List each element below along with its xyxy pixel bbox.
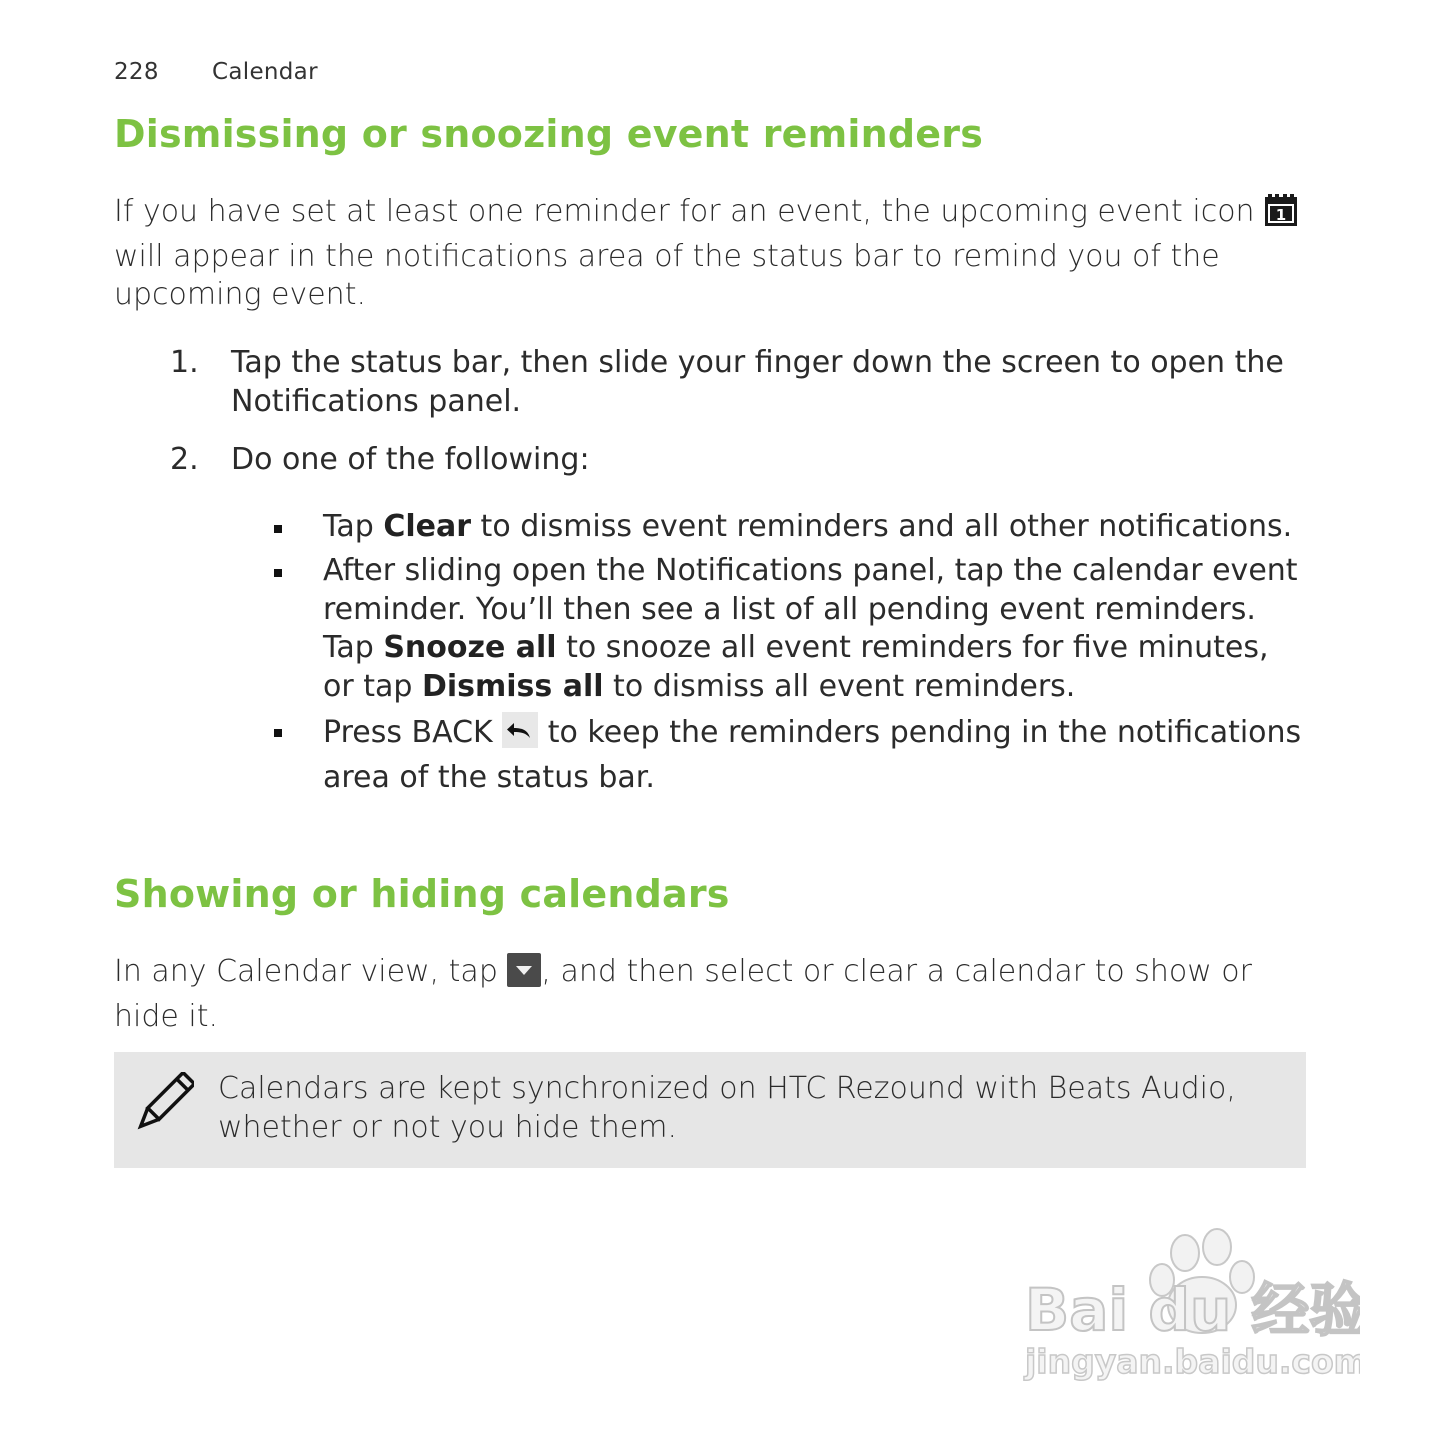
pencil-icon <box>134 1072 194 1138</box>
chapter-title: Calendar <box>212 59 318 85</box>
step-text: Tap the status bar, then slide your finger down the screen to open the Notifications panel. <box>231 345 1284 419</box>
option-item: Press BACK to keep the reminders pending in the notifications area of the status bar. <box>114 712 1303 797</box>
step-number: 1. <box>170 345 199 380</box>
step-number: 2. <box>170 442 199 477</box>
option-item: After sliding open the Notifications panel, tap the calendar event reminder. You’ll then see a list of all pending event reminders. Tap Snooze all to snooze all event reminders for five minutes, or tap Dismiss all to dismiss all event reminders. <box>114 552 1303 706</box>
intro-paragraph: If you have set at least one reminder for an event, the upcoming event icon 1 will appear in the notifications area of the status bar to remind you of the upcoming event. <box>114 193 1314 315</box>
svg-text:1: 1 <box>1275 206 1287 224</box>
upcoming-event-icon <box>1264 193 1298 238</box>
note-text: Calendars are kept synchronized on HTC Rezound with Beats Audio, whether or not you hide them. <box>218 1071 1236 1145</box>
step-text: Do one of the following: <box>231 442 590 477</box>
svg-text:Bai du 经验: Bai du 经验 <box>1025 1276 1360 1344</box>
dropdown-arrow-icon <box>507 953 541 998</box>
step-item <box>114 344 1306 421</box>
bullet <box>274 569 282 577</box>
page-number: 228 <box>114 59 159 85</box>
ui-label-snooze-all: Snooze all <box>383 630 557 665</box>
ui-label-clear: Clear <box>383 508 472 544</box>
show-paragraph: In any Calendar view, tap , and then select or clear a calendar to show or hide it. <box>114 954 1252 1034</box>
options-list <box>114 508 1306 798</box>
section-heading-dismiss: Dismissing or snoozing event reminders <box>114 112 984 156</box>
bullet <box>274 525 282 533</box>
bullet <box>274 729 282 737</box>
back-arrow-icon <box>502 712 538 759</box>
running-head <box>114 59 318 85</box>
steps-list <box>114 344 1306 803</box>
section-heading-showing: Showing or hiding calendars <box>114 872 730 916</box>
step-item <box>114 441 1306 797</box>
option-item: Tap Clear to dismiss event reminders and all other notifications. <box>114 508 1303 547</box>
svg-text:jingyan.baidu.com: jingyan.baidu.com <box>1025 1342 1360 1381</box>
baidu-watermark <box>1020 1225 1360 1399</box>
note-box <box>114 1052 1306 1168</box>
ui-label-dismiss-all: Dismiss all <box>421 668 604 704</box>
